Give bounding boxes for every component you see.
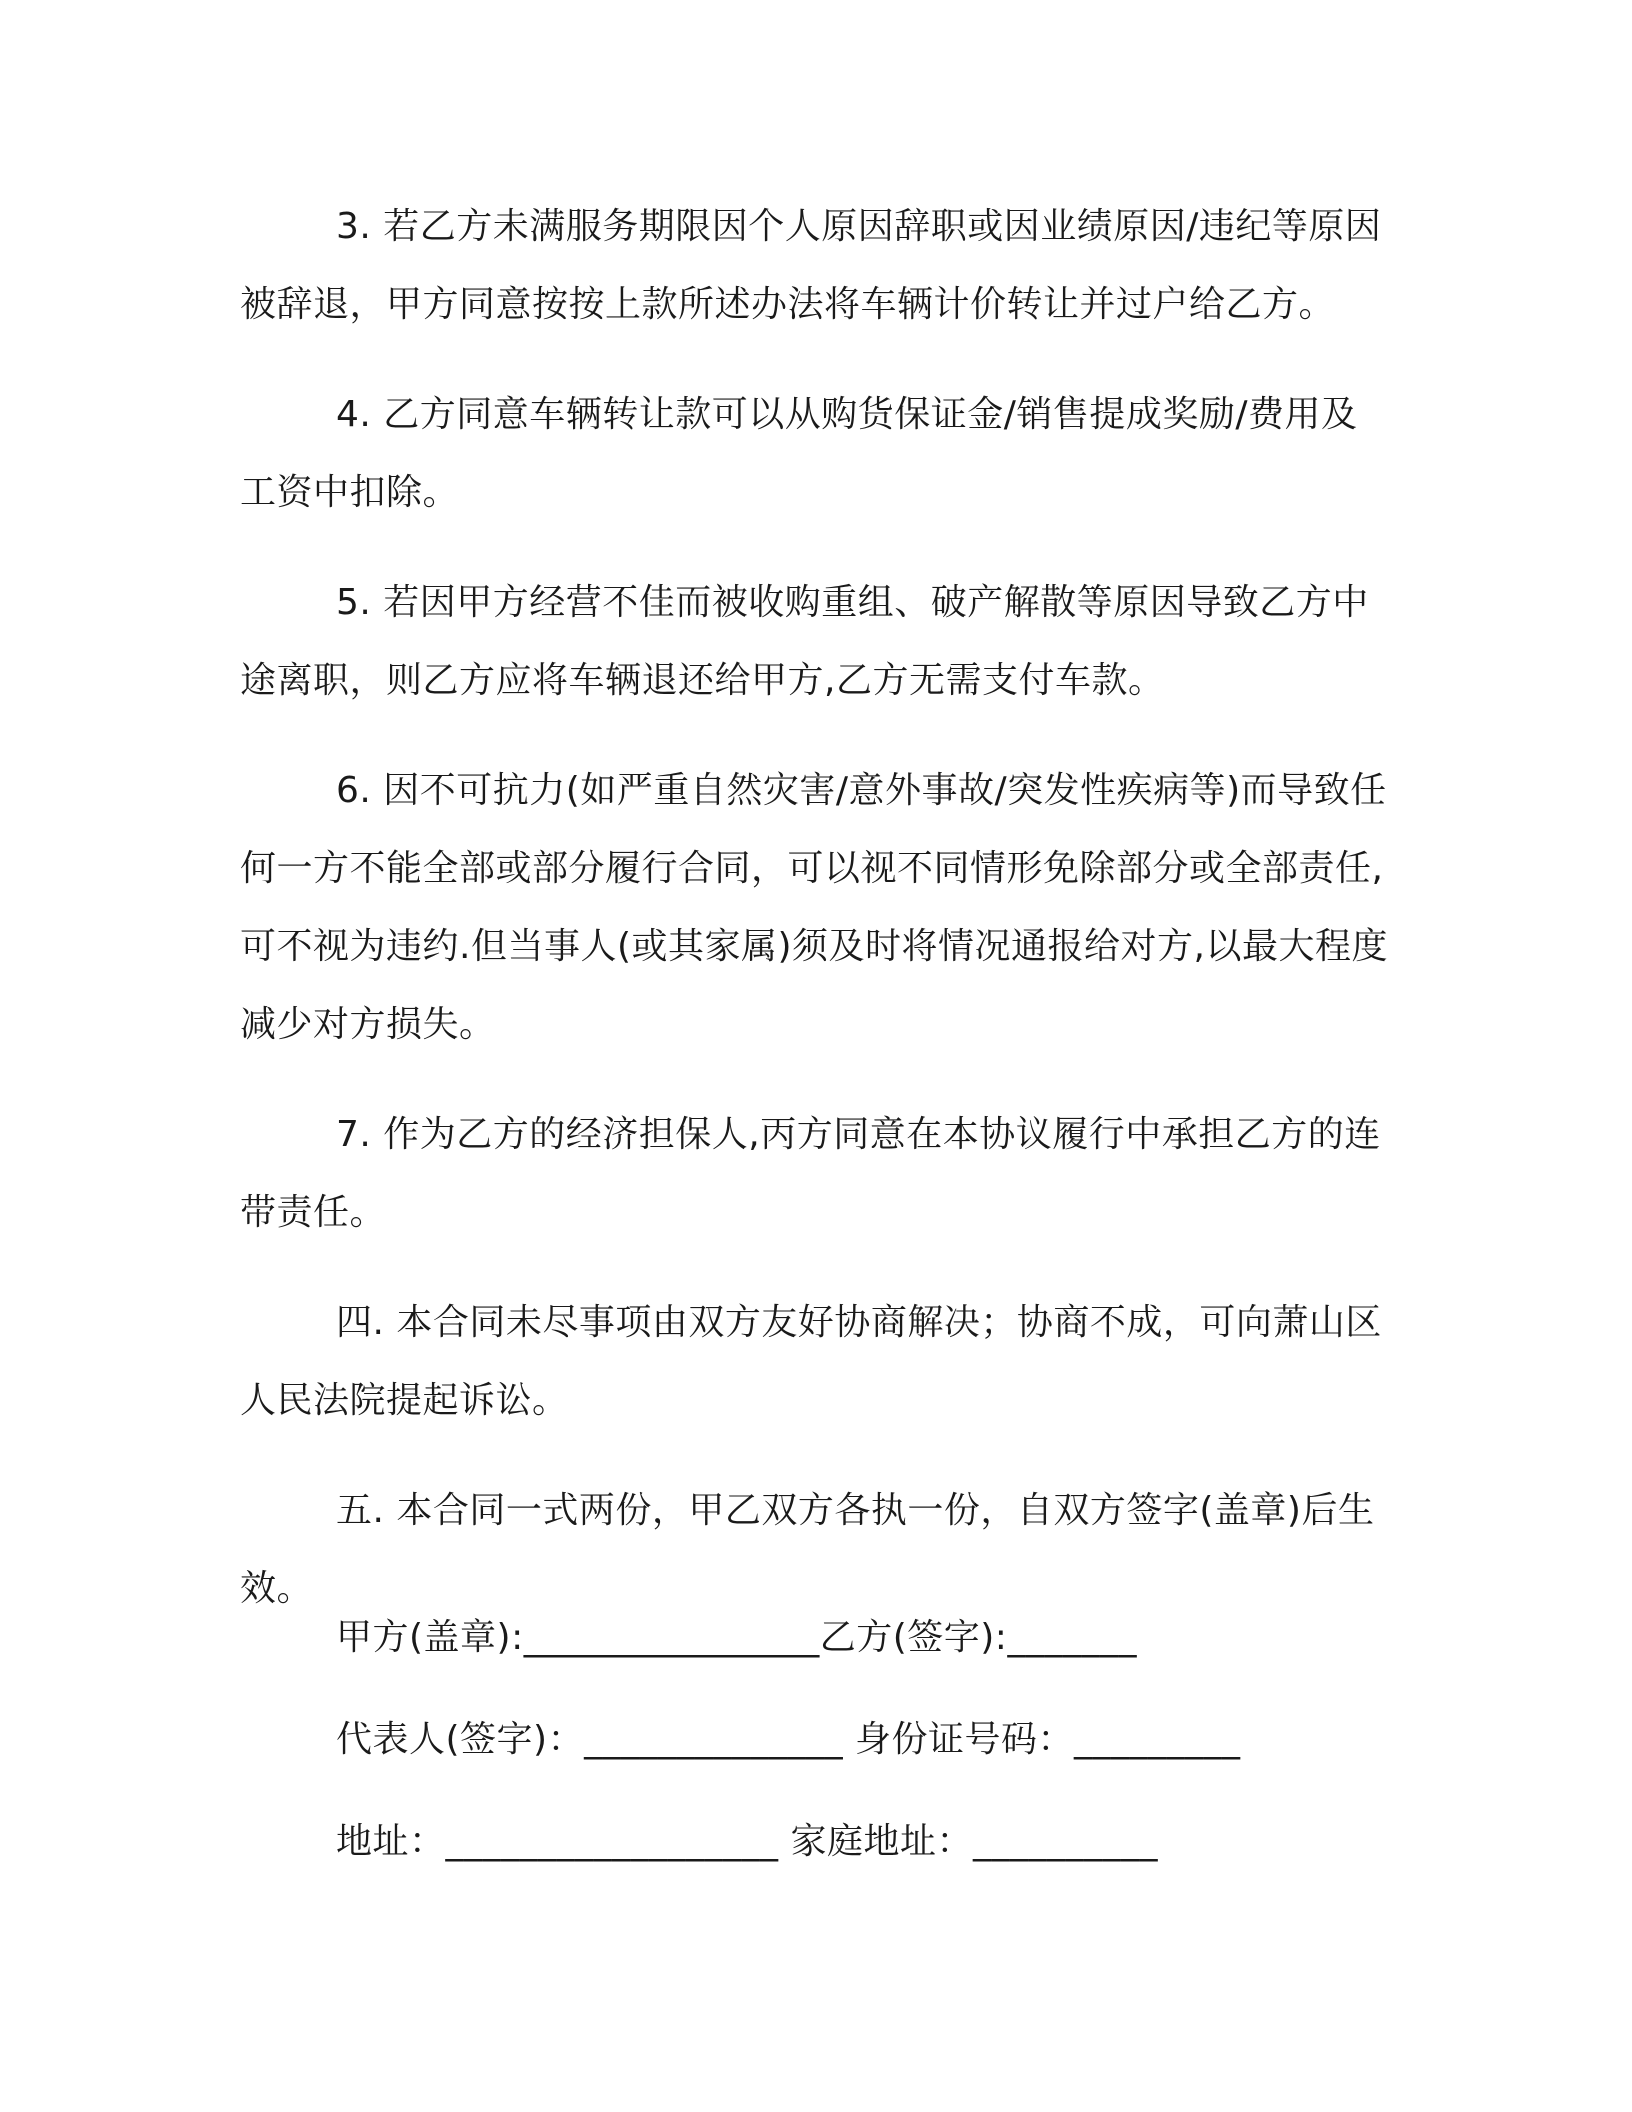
signature-block <box>336 1612 1436 1918</box>
signature-line-representative-id: 代表人(签字)：______________ 身份证号码：_________ <box>336 1719 1241 1760</box>
contract-body <box>240 188 1390 1660</box>
article-5-paragraph: 五. 本合同一式两份，甲乙双方各执一份，自双方签字(盖章)后生效。 <box>240 1490 1375 1609</box>
clause-5-paragraph: 5. 若因甲方经营不佳而被收购重组、破产解散等原因导致乙方中途离职，则乙方应将车辆退还给甲方,乙方无需支付车款。 <box>240 582 1369 701</box>
article-4-paragraph: 四. 本合同未尽事项由双方友好协商解决；协商不成，可向萧山区人民法院提起诉讼。 <box>240 1302 1382 1421</box>
clause-3-paragraph: 3. 若乙方未满服务期限因个人原因辞职或因业绩原因/违纪等原因被辞退，甲方同意按按上款所述办法将车辆计价转让并过户给乙方。 <box>240 206 1382 325</box>
clause-7-paragraph: 7. 作为乙方的经济担保人,丙方同意在本协议履行中承担乙方的连带责任。 <box>240 1114 1381 1233</box>
clause-6-paragraph: 6. 因不可抗力(如严重自然灾害/意外事故/突发性疾病等)而导致任何一方不能全部或部分履行合同，可以视不同情形免除部分或全部责任,可不视为违约.但当事人(或其家属)须及时将情况通报给对方,以最大程度减少对方损失。 <box>240 770 1388 1045</box>
signature-line-address: 地址：__________________ 家庭地址：__________ <box>336 1821 1158 1862</box>
signature-line-party-a-b: 甲方(盖章):________________乙方(签字):_______ <box>336 1617 1137 1658</box>
clause-4-paragraph: 4. 乙方同意车辆转让款可以从购货保证金/销售提成奖励/费用及工资中扣除。 <box>240 394 1358 513</box>
